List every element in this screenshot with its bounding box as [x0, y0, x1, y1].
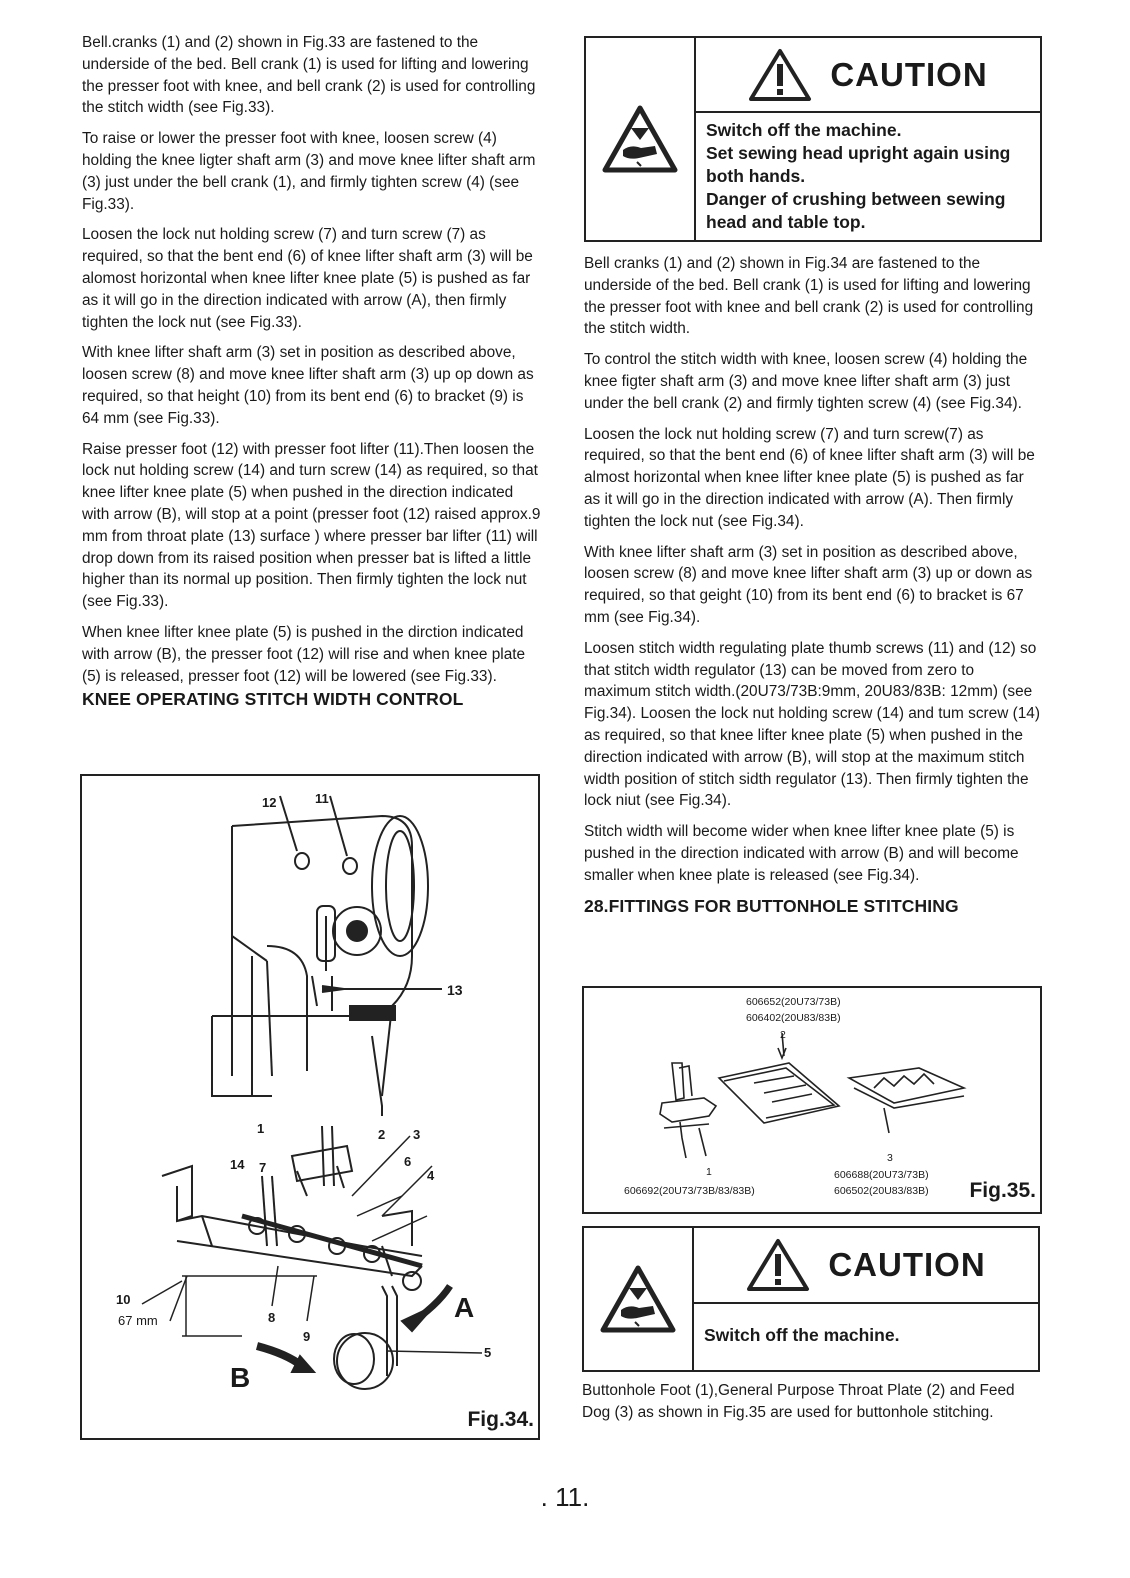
caution-title: CAUTION — [828, 1246, 986, 1283]
paragraph: Bell.cranks (1) and (2) shown in Fig.33 are fastened to the underside of the bed. Bell crank (1) is used for lifting and lowering the presser foot with knee, and bell crank (2) is used for controlling the stitch width (see Fig.33). — [82, 34, 536, 117]
section-heading: 28.FITTINGS FOR BUTTONHOLE STITCHING — [584, 895, 959, 916]
paragraph: When knee lifter knee plate (5) is pushed in the dirction indicated with arrow (B), the presser foot (12) will rise and when knee plate (5) is released, presser foot (12) will be lowered (see Fig.33). — [82, 623, 526, 685]
paragraph: With knee lifter shaft arm (3) set in position as described above, loosen screw (8) and move knee lifter shaft arm (3) up op down as required, so that height (10) from its bent end (6) to bracket (9) is 64 mm (see Fig.33). — [82, 344, 534, 427]
part-number-3b: 606502(20U83/83B) — [834, 1185, 929, 1197]
callout-1: 1 — [706, 1166, 712, 1178]
part-number-2b: 606402(20U83/83B) — [746, 1012, 841, 1024]
caution-line: Switch off the machine. — [706, 120, 902, 140]
fig34-box — [80, 774, 540, 1440]
paragraph: Stitch width will become wider when knee lifter knee plate (5) is pushed in the direction indicated with arrow (B) and will become smaller when knee plate is released (see Fig.34). — [584, 823, 1019, 884]
callout-12: 12 — [262, 795, 277, 810]
callout-2: 2 — [780, 1029, 786, 1041]
paragraph: Loosen stitch width regulating plate thumb screws (11) and (12) so that stitch width regulator (13) can be moved from zero to maximum stitch width.(20U73/73B:9mm, 20U83/83B: 12mm) (see Fig.34). Loosen the lock nut holding screw (14) and tum screw (14) as required, so that knee lifter knee plate (5) when pushed in the direction indicated with arrow (B), will stop at the maximum stitch width position of stitch sidth regulator (13). Then firmly tighten the lock niut (see Fig.34). — [584, 639, 1040, 810]
part-number-2a: 606652(20U73/73B) — [746, 996, 841, 1008]
caution-line: Switch off the machine. — [704, 1325, 900, 1345]
paragraph: Bell cranks (1) and (2) shown in Fig.34 are fastened to the underside of the bed. Bell crank (1) is used for lifting and lowering the presser foot with knee and bell crank (2) is used for controlling the stitch width. — [584, 255, 1034, 338]
caution-text — [696, 113, 1040, 240]
callout-6: 6 — [404, 1154, 412, 1169]
caution-line: both hands. — [706, 166, 806, 186]
caution-line: Set sewing head upright again using — [706, 143, 1011, 163]
paragraph: To raise or lower the presser foot with knee, loosen screw (4) holding the knee ligter shaft arm (3) and move knee lifter shaft arm (3) just under the bell crank (1), and firmly tighten screw (4) (see Fig.33). — [82, 130, 536, 213]
callout-1: 1 — [257, 1121, 265, 1136]
caution-line: head and table top. — [706, 212, 866, 232]
page-number: . 11. — [540, 1482, 590, 1512]
callout-4: 4 — [427, 1168, 435, 1183]
caution-header — [694, 1228, 1038, 1304]
paragraph: Raise presser foot (12) with presser foot lifter (11).Then loosen the lock nut holding screw (14) and turn screw (14) as required, so that knee lifter knee plate (5) when pushed in the direction indicated with arrow (B), will stop at a point (presser foot (12) raised approx.9 mm from throat plate (13) surface ) where presser bar lifter (11) will drop down from its raised position when presser bat is lifted a little higher than its normal up position. Then firmly tighten the lock nut (see Fig.33). — [82, 440, 541, 611]
paragraph: With knee lifter shaft arm (3) set in position as described above, loosen screw (8) and move knee lifter shaft arm (3) up or down as required, so that geight (10) from its bent end (6) to bracket is 67 mm (see Fig.34). — [584, 543, 1033, 626]
figure-label: Fig.34. — [467, 1408, 534, 1431]
part-number-1: 606692(20U73/73B/83/83B) — [624, 1185, 755, 1197]
paragraph: Loosen the lock nut holding screw (7) and turn screw(7) as required, so that the bent end (6) of knee lifter shaft arm (3) will be almost horizontal when knee lifter knee plate (5) is pushed as far as it will go in the direction indicated with arrow (A). Then firmly tighten the lock nut (see Fig.34). — [584, 425, 1035, 530]
callout-10: 10 — [116, 1292, 131, 1307]
callout-5: 5 — [484, 1345, 492, 1360]
arrow-label-a: A — [454, 1292, 475, 1323]
caution-box-1 — [584, 36, 1042, 242]
caution-title: CAUTION — [830, 55, 988, 93]
callout-9: 9 — [303, 1329, 311, 1344]
caution-line: Danger of crushing between sewing — [706, 189, 1006, 209]
callout-2: 2 — [378, 1127, 386, 1142]
left-column — [82, 32, 542, 710]
paragraph: Loosen the lock nut holding screw (7) and turn screw (7) as required, so that the bent end (6) of knee lifter shaft arm (3) will be alomost horizontal when knee lifter knee plate (5) is pushed as far as it will go in the direction indicated with arrow (A), then firmly tighten the lock nut (see Fig.33). — [82, 226, 533, 331]
fig35-box — [582, 986, 1042, 1214]
warning-icon — [748, 48, 812, 102]
paragraph: To control the stitch width with knee, loosen screw (4) holding the knee figter shaft arm (3) and move knee lifter shaft arm (3) just under the bell crank (2) and firmly tighten screw (4) (see Fig.34). — [584, 351, 1028, 412]
caution-header — [696, 38, 1040, 113]
callout-13: 13 — [447, 982, 463, 998]
paragraph: Buttonhole Foot (1),General Purpose Throat Plate (2) and Feed Dog (3) as shown in Fig.35 are used for buttonhole stitching. — [582, 1382, 1015, 1421]
arrow-label-b: B — [230, 1362, 251, 1393]
figure-label: Fig.35. — [969, 1179, 1036, 1202]
hazard-icon-cell — [586, 38, 696, 240]
part-number-3a: 606688(20U73/73B) — [834, 1169, 929, 1181]
section-heading: KNEE OPERATING STITCH WIDTH CONTROL — [82, 689, 464, 710]
hazard-icon-cell — [584, 1228, 694, 1370]
caution-text — [694, 1304, 1038, 1353]
warning-icon — [746, 1238, 810, 1292]
callout-11: 11 — [315, 791, 329, 806]
callout-3: 3 — [413, 1127, 421, 1142]
callout-7: 7 — [259, 1160, 267, 1175]
callout-14: 14 — [230, 1157, 245, 1172]
crush-hazard-icon — [601, 104, 679, 174]
caution-box-2 — [582, 1226, 1040, 1372]
callout-67mm: 67 mm — [118, 1313, 158, 1328]
callout-3: 3 — [887, 1152, 893, 1164]
right-column-text — [584, 253, 1044, 917]
callout-8: 8 — [268, 1310, 276, 1325]
crush-hazard-icon — [599, 1264, 677, 1334]
